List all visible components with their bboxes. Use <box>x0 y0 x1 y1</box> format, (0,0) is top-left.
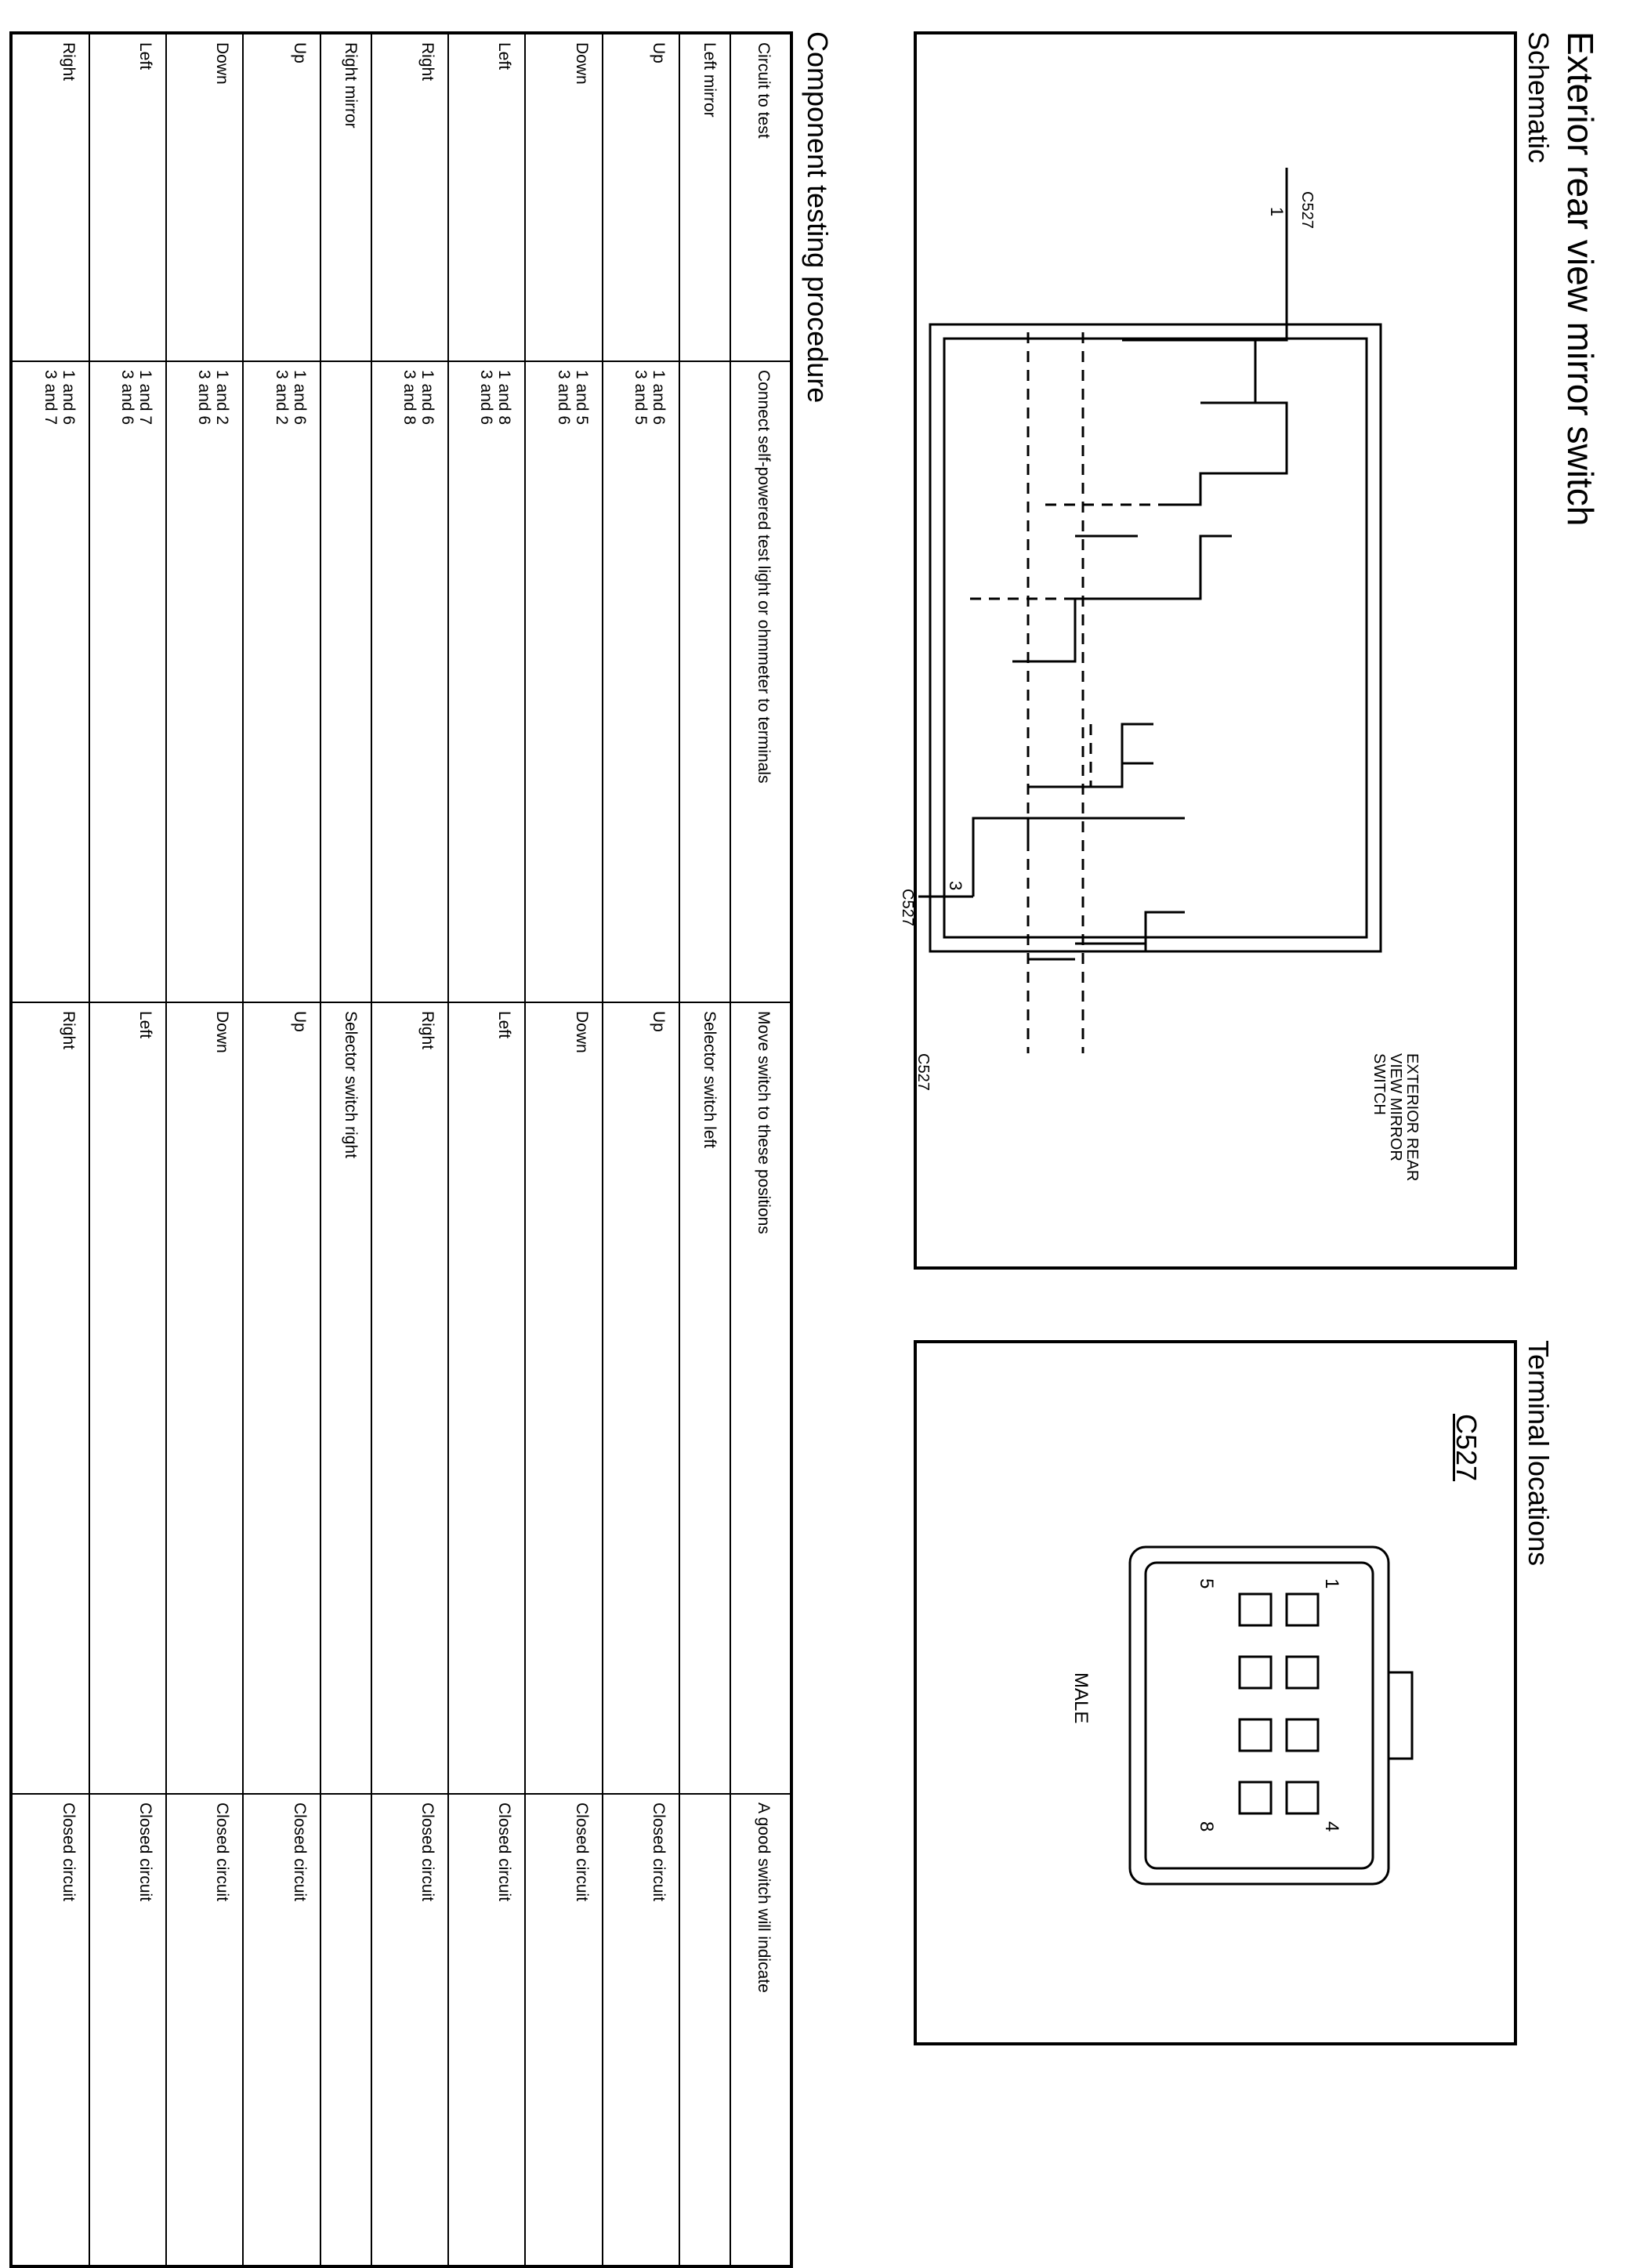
group-row-right-mirror <box>320 33 371 2266</box>
circuit-cell: Right <box>371 33 448 361</box>
terminals-cell: 1 and 6 3 and 8 <box>371 361 448 1002</box>
terminals-cell: 1 and 5 3 and 6 <box>525 361 602 1002</box>
header-circuit: Circuit to test <box>730 33 791 361</box>
terminals-cell: 1 and 2 3 and 6 <box>166 361 243 1002</box>
pin-label-5: 5 <box>1196 1578 1217 1589</box>
connector-outline <box>1130 1547 1389 1884</box>
connector-c527-right: C527 <box>899 889 916 926</box>
schematic-labels <box>899 191 1316 1091</box>
circuit-cell: Left <box>448 33 525 361</box>
circuit-cell: Down <box>166 33 243 361</box>
connector-c527-bottom: C527 <box>914 1053 932 1091</box>
position-cell: Left <box>89 1002 166 1794</box>
connector-c527-top: C527 <box>1298 191 1316 229</box>
circuit-cell: Up <box>603 33 679 361</box>
terminals-cell: 1 and 8 3 and 6 <box>448 361 525 1002</box>
circuit-cell: Right <box>11 33 89 361</box>
pin-label-8: 8 <box>1196 1821 1217 1832</box>
position-cell: Right <box>11 1002 89 1794</box>
result-cell: Closed circuit <box>243 1794 320 2266</box>
terminals-cell: 1 and 7 3 and 6 <box>89 361 166 1002</box>
schematic-diagram <box>899 34 1514 1266</box>
position-cell: Right <box>371 1002 448 1794</box>
pin-label-4: 4 <box>1321 1821 1342 1832</box>
group-position: Selector switch left <box>679 1002 730 1794</box>
procedure-header-row <box>730 33 791 2266</box>
header-result: A good switch will indicate <box>730 1794 791 2266</box>
position-cell: Left <box>448 1002 525 1794</box>
terminals-cell: 1 and 6 3 and 7 <box>11 361 89 1002</box>
circuit-cell: Up <box>243 33 320 361</box>
group-label: Right mirror <box>320 33 371 361</box>
header-positions: Move switch to these positions <box>730 1002 791 1794</box>
result-cell: Closed circuit <box>166 1794 243 2266</box>
terminal-frame <box>914 1340 1517 2045</box>
terminals-cell: 1 and 6 3 and 5 <box>603 361 679 1002</box>
result-cell: Closed circuit <box>603 1794 679 2266</box>
position-cell: Up <box>603 1002 679 1794</box>
table-row <box>448 33 525 2266</box>
position-cell: Up <box>243 1002 320 1794</box>
table-row <box>371 33 448 2266</box>
pin-3-label: 3 <box>946 881 965 891</box>
group-position: Selector switch right <box>320 1002 371 1794</box>
terminal-connector-name: C527 <box>1450 1414 1483 1482</box>
table-row <box>166 33 243 2266</box>
pin-label-1: 1 <box>1321 1578 1342 1589</box>
table-row <box>525 33 602 2266</box>
group-label: Left mirror <box>679 33 730 361</box>
table-row <box>89 33 166 2266</box>
result-cell: Closed circuit <box>11 1794 89 2266</box>
result-cell: Closed circuit <box>448 1794 525 2266</box>
circuit-cell: Down <box>525 33 602 361</box>
header-terminals: Connect self-powered test light or ohmmeter to terminals <box>730 361 791 1002</box>
table-row <box>243 33 320 2266</box>
schematic-frame <box>899 31 1517 1270</box>
result-cell: Closed circuit <box>525 1794 602 2266</box>
switch-housing-outer <box>930 324 1381 951</box>
position-cell: Down <box>525 1002 602 1794</box>
group-row-left-mirror <box>679 33 730 2266</box>
page-title: Exterior rear view mirror switch <box>1560 31 1601 527</box>
result-cell: Closed circuit <box>89 1794 166 2266</box>
terminal-cavities <box>1240 1594 1318 1813</box>
connector-face-diagram <box>917 1343 1514 2042</box>
terminal-locations-heading: Terminal locations <box>1523 1340 1555 1567</box>
terminals-cell: 1 and 6 3 and 2 <box>243 361 320 1002</box>
component-label: EXTERIOR REAR VIEW MIRROR SWITCH <box>1370 1053 1421 1182</box>
result-cell: Closed circuit <box>371 1794 448 2266</box>
procedure-table <box>9 31 793 2268</box>
circuit-cell: Left <box>89 33 166 361</box>
procedure-heading: Component testing procedure <box>802 31 834 404</box>
position-cell: Down <box>166 1002 243 1794</box>
schematic-heading: Schematic <box>1523 31 1555 164</box>
switch-housing-inner <box>944 339 1367 937</box>
connector-key <box>1389 1672 1412 1759</box>
gender-label: MALE <box>1070 1672 1092 1724</box>
pin-1-label: 1 <box>1267 207 1287 217</box>
table-row <box>603 33 679 2266</box>
table-row <box>11 33 89 2266</box>
